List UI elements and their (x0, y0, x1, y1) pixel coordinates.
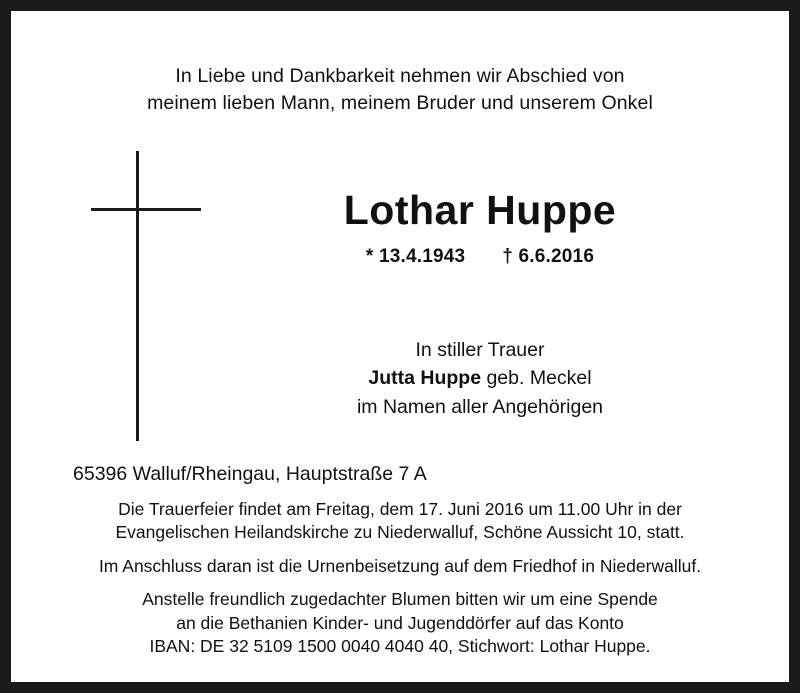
birth-date: * 13.4.1943 (365, 246, 466, 268)
mourning-line-2 (211, 364, 749, 392)
death-date: † 6.6.2016 (502, 246, 595, 268)
obituary-inner (11, 11, 789, 682)
details-line: an die Bethanien Kinder- und Jugenddörfer auf das Konto (176, 612, 624, 633)
intro-line-2: meinem lieben Mann, meinem Bruder und unserem Onkel (147, 91, 653, 114)
intro-text (11, 11, 789, 117)
details-line: IBAN: DE 32 5109 1500 0040 4040 40, Stichwort: Lothar Huppe. (149, 636, 651, 657)
details-paragraph (31, 555, 769, 578)
details-paragraph (31, 588, 769, 658)
details-block (31, 498, 769, 659)
mourning-line-1: In stiller Trauer (415, 339, 545, 361)
details-line: Anstelle freundlich zugedachter Blumen bitten wir um eine Spende (142, 589, 658, 610)
survivor-maiden-name: geb. Meckel (481, 367, 592, 390)
details-paragraph (31, 498, 769, 545)
cross-horizontal-bar (91, 208, 201, 211)
details-line: Evangelischen Heilandskirche zu Niederwalluf, Schöne Aussicht 10, statt. (115, 522, 685, 543)
deceased-name: Lothar Huppe (343, 187, 617, 233)
mourning-block (211, 336, 749, 421)
details-line: Die Trauerfeier findet am Freitag, dem 17. Juni 2016 um 11.00 Uhr in der (118, 499, 682, 519)
mourning-line-3: im Namen aller Angehörigen (356, 395, 604, 418)
cross-vertical-bar (136, 151, 139, 441)
address-line: 65396 Walluf/Rheingau, Hauptstraße 7 A (73, 463, 427, 485)
life-dates (211, 246, 749, 268)
name-block (211, 189, 749, 268)
cross-icon (91, 151, 201, 441)
intro-line-1: In Liebe und Dankbarkeit nehmen wir Abschied von (175, 65, 625, 87)
details-line: Im Anschluss daran ist die Urnenbeisetzung auf dem Friedhof in Niederwalluf. (98, 555, 702, 576)
survivor-name: Jutta Huppe (368, 367, 482, 390)
